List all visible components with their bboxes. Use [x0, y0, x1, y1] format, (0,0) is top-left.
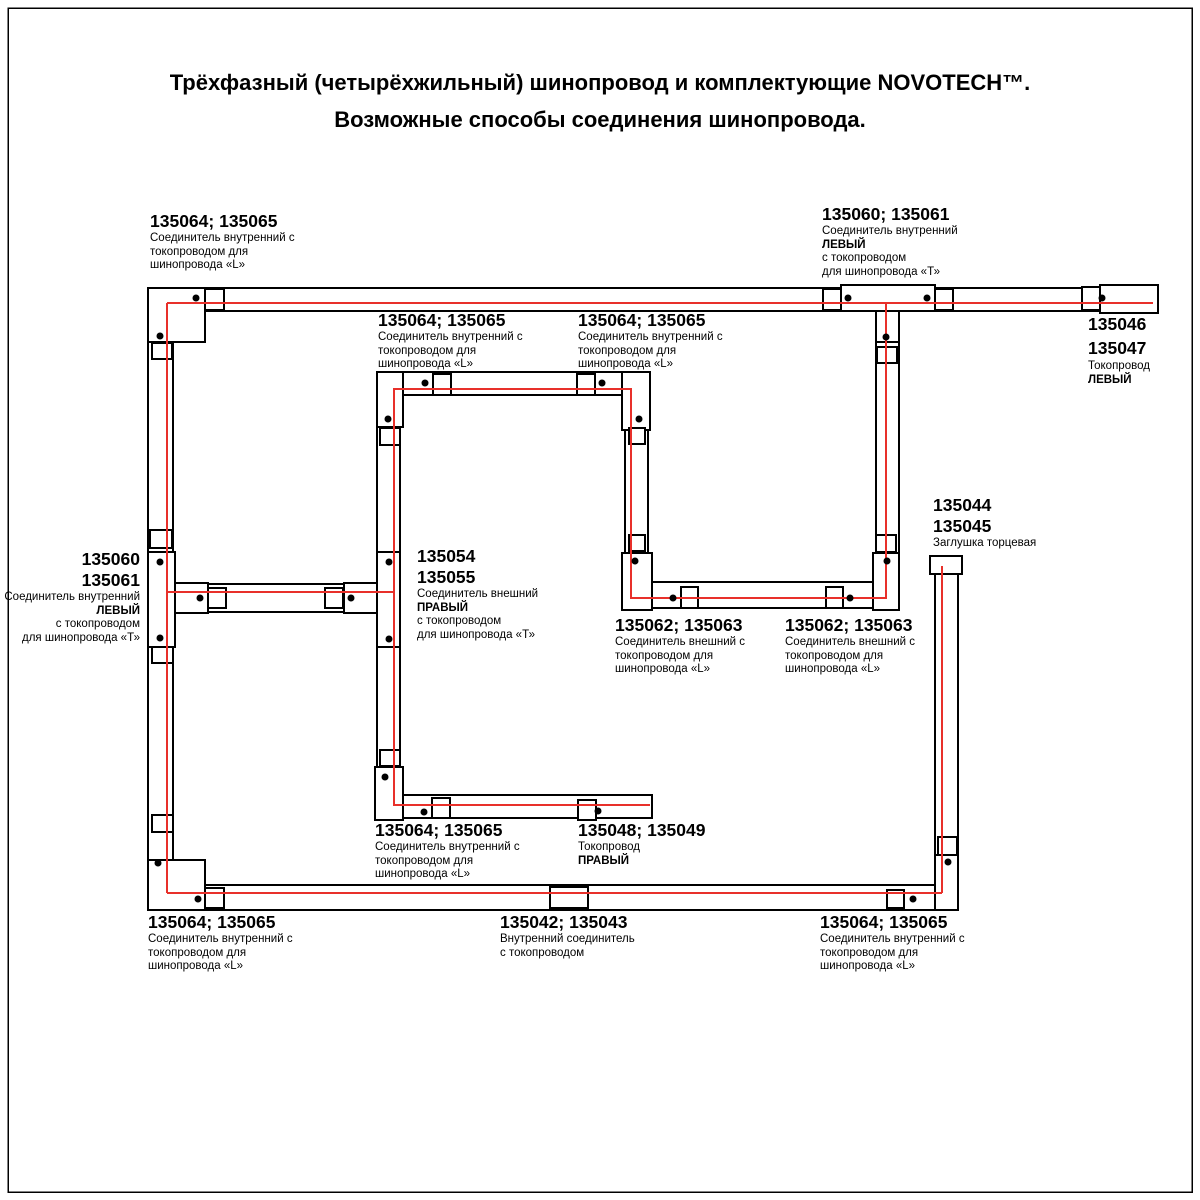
- part-description-line: шинопровода «L»: [375, 868, 471, 880]
- part-description-line: Соединитель внутренний: [4, 591, 140, 603]
- part-description-line: Соединитель внутренний с: [375, 841, 520, 853]
- part-number: 135042; 135043: [500, 912, 628, 932]
- part-description-line: токопроводом для: [378, 344, 477, 357]
- part-label: [615, 615, 745, 677]
- part-description-line: шинопровода «L»: [615, 663, 711, 675]
- part-number: 135062; 135063: [785, 615, 913, 635]
- part-description-line: Соединитель внешний: [417, 588, 539, 600]
- part-label: [150, 211, 295, 273]
- part-description-line: токопроводом для: [148, 946, 247, 959]
- part-label: [785, 615, 915, 677]
- part-label: [822, 204, 958, 279]
- part-description-line: с токопроводом: [822, 252, 907, 264]
- part-description-line: ПРАВЫЙ: [417, 601, 469, 614]
- part-description-line: токопроводом для: [785, 649, 884, 662]
- part-description-line: Соединитель внутренний с: [378, 331, 523, 343]
- part-label: [820, 912, 965, 974]
- part-description-line: ЛЕВЫЙ: [1088, 373, 1132, 386]
- part-description-line: Соединитель внутренний с: [578, 331, 723, 343]
- part-description-line: шинопровода «L»: [578, 358, 674, 370]
- part-number: 135055: [417, 567, 476, 587]
- part-label: [578, 310, 723, 372]
- part-description-line: Токопровод: [1088, 360, 1150, 372]
- part-number: 135064; 135065: [820, 912, 948, 932]
- part-description-line: шинопровода «L»: [785, 663, 881, 675]
- part-description-line: Соединитель внешний с: [615, 636, 746, 648]
- part-description-line: Заглушка торцевая: [933, 537, 1037, 549]
- page-title-line-2: Возможные способы соединения шинопровода.: [334, 107, 866, 132]
- part-description-line: для шинопровода «Т»: [822, 265, 940, 278]
- part-number: 135064; 135065: [375, 820, 503, 840]
- part-label: [933, 495, 1036, 551]
- part-description-line: шинопровода «L»: [148, 960, 244, 972]
- page-title-line-1: Трёхфазный (четырёхжильный) шинопровод и комплектующие NOVOTECH™.: [169, 70, 1031, 95]
- part-description-line: Внутренний соединитель: [500, 933, 635, 945]
- part-description-line: шинопровода «L»: [820, 960, 916, 972]
- part-description-line: для шинопровода «Т»: [417, 628, 535, 641]
- part-number: 135064; 135065: [148, 912, 276, 932]
- part-number: 135047: [1088, 338, 1147, 358]
- part-description-line: с токопроводом: [417, 615, 502, 627]
- part-description-line: Соединитель внутренний с: [820, 933, 965, 945]
- part-description-line: Соединитель внутренний с: [148, 933, 293, 945]
- part-number: 135046: [1088, 314, 1147, 334]
- part-description-line: токопроводом для: [578, 344, 677, 357]
- part-description-line: шинопровода «L»: [378, 358, 474, 370]
- part-description-line: токопроводом для: [820, 946, 919, 959]
- part-description-line: Соединитель внешний с: [785, 636, 916, 648]
- part-number: 135064; 135065: [150, 211, 278, 231]
- part-description-line: Соединитель внутренний с: [150, 232, 295, 244]
- part-number: 135060: [81, 549, 140, 569]
- part-description-line: токопроводом для: [150, 245, 249, 258]
- part-number: 135064; 135065: [378, 310, 506, 330]
- part-label: [417, 546, 538, 642]
- part-description-line: с токопроводом: [500, 946, 585, 959]
- part-number: 135048; 135049: [578, 820, 706, 840]
- part-label: [500, 912, 635, 960]
- part-label: [578, 820, 705, 868]
- part-description-line: с токопроводом: [55, 618, 140, 630]
- part-label: [378, 310, 523, 372]
- part-label: [148, 912, 293, 974]
- part-number: 135060; 135061: [822, 204, 950, 224]
- part-description-line: шинопровода «L»: [150, 259, 246, 271]
- part-description-line: ЛЕВЫЙ: [96, 604, 140, 617]
- part-description-line: для шинопровода «Т»: [22, 631, 140, 644]
- part-description-line: ПРАВЫЙ: [578, 854, 630, 867]
- part-number: 135044: [933, 495, 992, 515]
- part-description-line: Соединитель внутренний: [822, 225, 958, 237]
- part-number: 135062; 135063: [615, 615, 743, 635]
- part-label: [4, 549, 140, 645]
- part-label: [1088, 312, 1150, 387]
- part-number: 135064; 135065: [578, 310, 706, 330]
- part-description-line: ЛЕВЫЙ: [822, 238, 866, 251]
- part-number: 135054: [417, 546, 476, 566]
- part-number: 135045: [933, 516, 992, 536]
- part-description-line: токопроводом для: [615, 649, 714, 662]
- part-number: 135061: [81, 570, 140, 590]
- part-label: [375, 820, 520, 882]
- part-description-line: токопроводом для: [375, 854, 474, 867]
- part-description-line: Токопровод: [578, 841, 640, 853]
